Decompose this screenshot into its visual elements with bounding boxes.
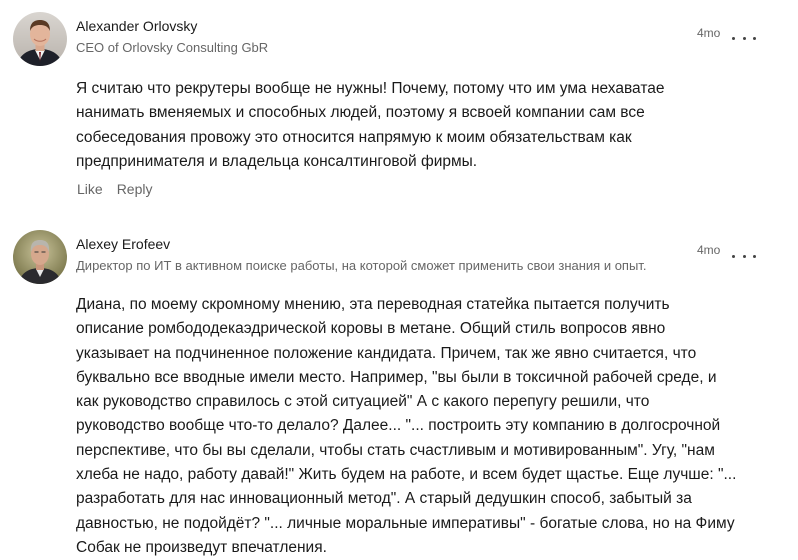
comment-text [76, 293, 766, 560]
comment-text-line: как руководство справилось с этой ситуацией" А с какого перепугу решили, что [76, 393, 650, 411]
comment-text-line: Диана, по моему скромному мнению, эта переводная статейка пытается получить [76, 296, 670, 313]
comment-text-line: Я считаю что рекрутеры вообще не нужны! Почему, потому что им ума нехаватае [76, 80, 665, 97]
comment-text-line: указывает на подчиненное положение кандидата. Причем, так же явно считается, что [76, 344, 697, 362]
comment-text-line: перспективе, что бы вы сделали, чтобы стать счастливым и мотивированным". Угу, "нам [76, 441, 715, 459]
more-options-button[interactable] [730, 247, 758, 265]
dot-icon [743, 255, 746, 258]
dot-icon [753, 255, 756, 258]
reply-button[interactable]: Reply [116, 181, 153, 197]
comment-timestamp: 4mo [697, 243, 721, 257]
comment-text-line: хлеба не надо, работу давай!" Жить будем на работе, и всем будет щастье. Еще лучше: "... [76, 466, 737, 484]
author-headline: CEO of Orlovsky Consulting GbR [76, 40, 269, 55]
comment-text-line: буквально все вводные имели место. Например, "вы были в токсичной рабочей среде, и [76, 368, 717, 386]
comment-text-line: описание ромбододекаэдрической коровы в метане. Общий стиль вопросов явно [76, 320, 666, 338]
comment-text-line: руководство вообще что-то делало? Далее... "... построить эту компанию в долгосрочной [76, 417, 721, 435]
person-photo-icon [13, 230, 67, 284]
like-button[interactable]: Like [77, 181, 103, 197]
author-name[interactable]: Alexander Orlovsky [76, 18, 198, 34]
author-headline: Директор по ИТ в активном поиске работы, на которой сможет применить свои знания и опыт. [76, 258, 647, 273]
dot-icon [732, 255, 735, 258]
avatar[interactable] [13, 230, 67, 284]
comment-text-line: нанимать вменяемых и способных людей, поэтому я всвоей компании сам все [76, 104, 645, 122]
comment-text-line: Собак не произведут впечатления. [76, 538, 327, 556]
comment-text-line: давностью, не подойдёт? "... личные моральные императивы" - богатые слова, но на Фиму [76, 514, 735, 532]
comment-text-line: собеседования провожу это относится напрямую к моим обязательствам как [76, 128, 632, 146]
comment-text-line: предпринимателя и владельца консалтинговой фирмы. [76, 152, 478, 170]
comment-timestamp: 4mo [697, 26, 721, 40]
comment-text-line: разработать для нас инновационный метод". А старый дедушкин способ, забытый за [76, 490, 692, 508]
author-name[interactable]: Alexey Erofeev [76, 236, 171, 252]
